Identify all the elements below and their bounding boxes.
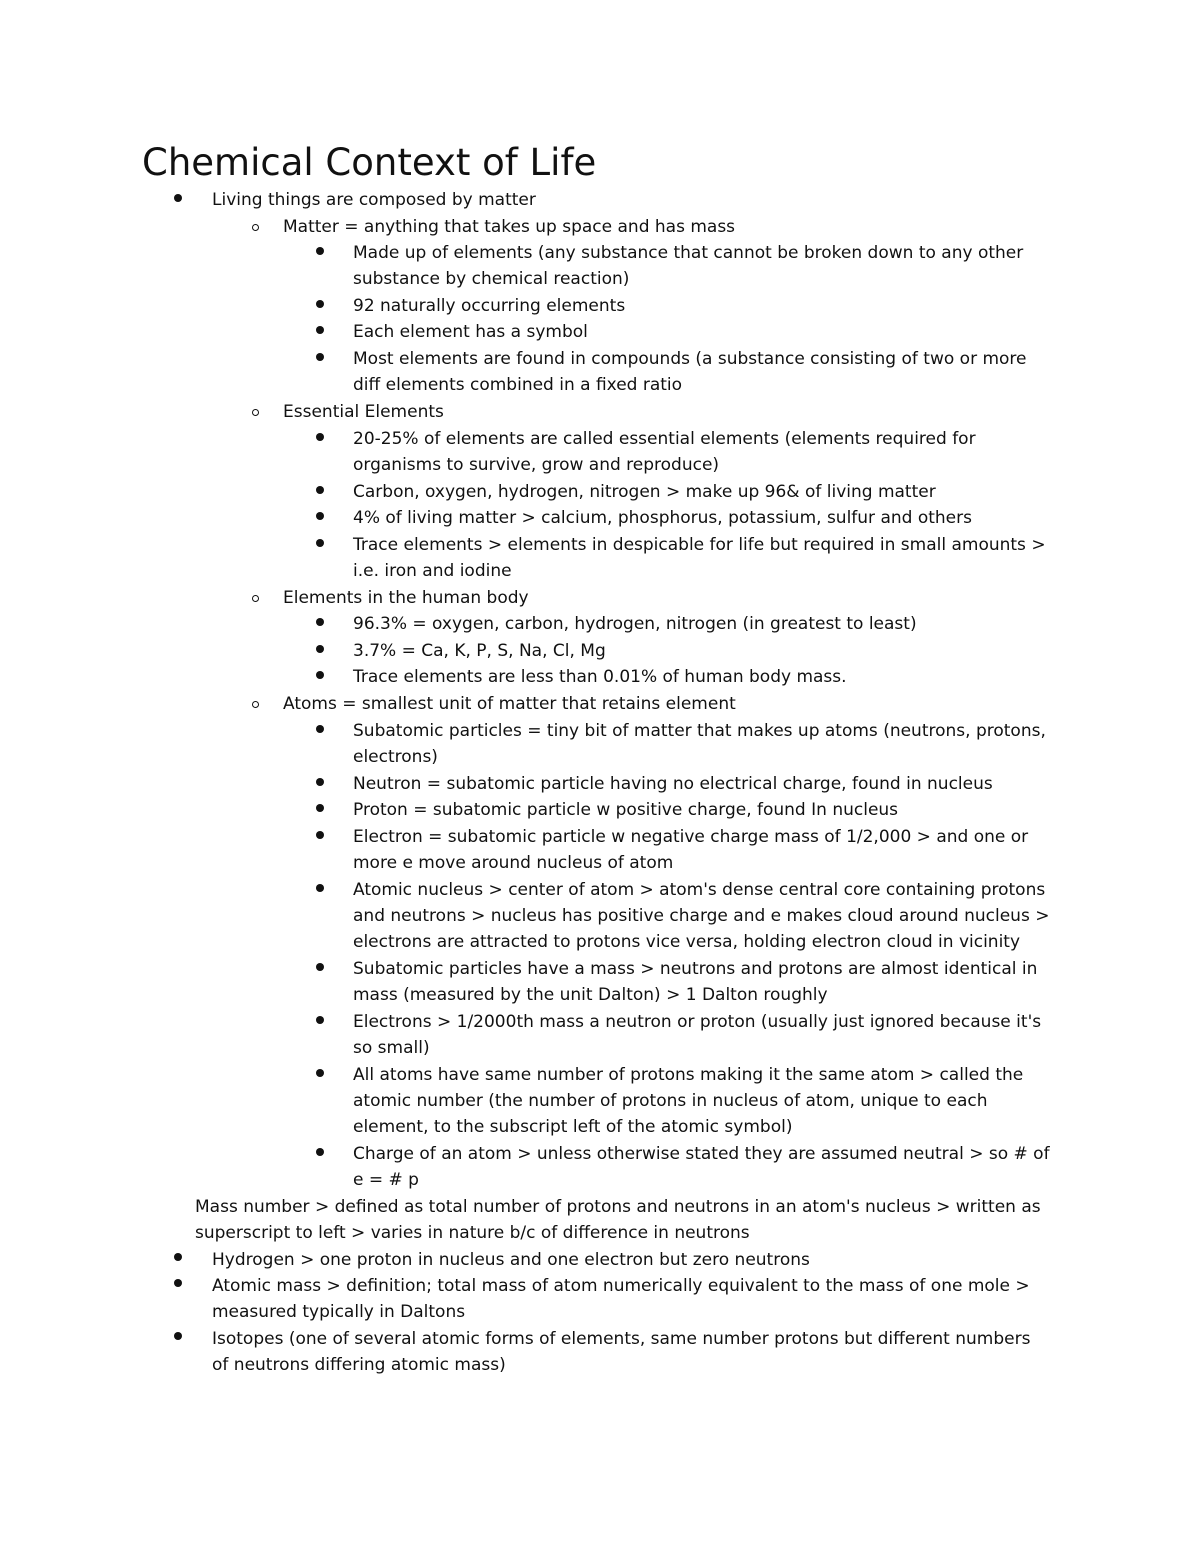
list-item: All atoms have same number of protons making it the same atom > called the [353, 1065, 1024, 1085]
bullet-icon [316, 1069, 324, 1077]
list-item-continuation: atomic number (the number of protons in nucleus of atom, unique to each [353, 1091, 988, 1111]
list-item: 3.7% = Ca, K, P, S, Na, Cl, Mg [353, 641, 606, 661]
list-item-continuation: so small) [353, 1038, 430, 1058]
page-title: Chemical Context of Life [142, 141, 597, 184]
list-item-continuation: element, to the subscript left of the atomic symbol) [353, 1117, 793, 1137]
bullet-icon [174, 1332, 182, 1340]
bullet-icon [174, 194, 182, 202]
bullet-icon [316, 512, 324, 520]
bullet-icon [316, 618, 324, 626]
paragraph-line: Mass number > defined as total number of protons and neutrons in an atom's nucleus > written as [195, 1197, 1041, 1217]
list-item: Each element has a symbol [353, 322, 588, 342]
list-item-continuation: mass (measured by the unit Dalton) > 1 Dalton roughly [353, 985, 828, 1005]
bullet-icon [316, 300, 324, 308]
list-item: 92 naturally occurring elements [353, 296, 626, 316]
list-item: Atomic nucleus > center of atom > atom's dense central core containing protons [353, 880, 1046, 900]
list-item: Neutron = subatomic particle having no electrical charge, found in nucleus [353, 774, 993, 794]
list-item: Made up of elements (any substance that cannot be broken down to any other [353, 243, 1024, 263]
bullet-icon [316, 963, 324, 971]
bullet-icon [316, 1016, 324, 1024]
list-item-continuation: electrons are attracted to protons vice versa, holding electron cloud in vicinity [353, 932, 1021, 952]
list-item-continuation: and neutrons > nucleus has positive charge and e makes cloud around nucleus > [353, 906, 1050, 926]
list-item-continuation: more e move around nucleus of atom [353, 853, 674, 873]
list-item: Trace elements > elements in despicable for life but required in small amounts > [353, 535, 1046, 555]
list-item: Matter = anything that takes up space and has mass [283, 217, 736, 237]
list-item-continuation: organisms to survive, grow and reproduce) [353, 455, 720, 475]
bullet-icon [316, 884, 324, 892]
list-item: 20-25% of elements are called essential elements (elements required for [353, 429, 976, 449]
bullet-icon [174, 1253, 182, 1261]
list-item: Atomic mass > definition; total mass of atom numerically equivalent to the mass of one mole > [212, 1276, 1030, 1296]
list-item: Proton = subatomic particle w positive charge, found In nucleus [353, 800, 899, 820]
list-item: 4% of living matter > calcium, phosphorus, potassium, sulfur and others [353, 508, 972, 528]
bullet-icon [316, 433, 324, 441]
bullet-icon [316, 539, 324, 547]
circle-bullet-icon [252, 595, 259, 602]
bullet-icon [316, 778, 324, 786]
list-item: Essential Elements [283, 402, 444, 422]
bullet-icon [316, 486, 324, 494]
circle-bullet-icon [252, 701, 259, 708]
list-item-continuation: substance by chemical reaction) [353, 269, 630, 289]
list-item: Most elements are found in compounds (a substance consisting of two or more [353, 349, 1027, 369]
list-item: Living things are composed by matter [212, 190, 536, 210]
bullet-icon [316, 645, 324, 653]
list-item: Subatomic particles have a mass > neutrons and protons are almost identical in [353, 959, 1038, 979]
list-item: Trace elements are less than 0.01% of human body mass. [353, 667, 847, 687]
bullet-icon [316, 1148, 324, 1156]
list-item-continuation: i.e. iron and iodine [353, 561, 512, 581]
list-item: Electron = subatomic particle w negative charge mass of 1/2,000 > and one or [353, 827, 1029, 847]
list-item: Subatomic particles = tiny bit of matter that makes up atoms (neutrons, protons, [353, 721, 1046, 741]
list-item: Electrons > 1/2000th mass a neutron or proton (usually just ignored because it's [353, 1012, 1042, 1032]
circle-bullet-icon [252, 409, 259, 416]
circle-bullet-icon [252, 224, 259, 231]
bullet-icon [316, 353, 324, 361]
list-item: Hydrogen > one proton in nucleus and one electron but zero neutrons [212, 1250, 810, 1270]
list-item-continuation: measured typically in Daltons [212, 1302, 466, 1322]
bullet-icon [316, 831, 324, 839]
list-item: 96.3% = oxygen, carbon, hydrogen, nitrogen (in greatest to least) [353, 614, 917, 634]
list-item: Carbon, oxygen, hydrogen, nitrogen > make up 96& of living matter [353, 482, 936, 502]
list-item: Isotopes (one of several atomic forms of elements, same number protons but different numbers [212, 1329, 1031, 1349]
list-item-continuation: electrons) [353, 747, 438, 767]
list-item: Atoms = smallest unit of matter that retains element [283, 694, 736, 714]
bullet-icon [316, 247, 324, 255]
bullet-icon [316, 326, 324, 334]
bullet-icon [174, 1279, 182, 1287]
list-item-continuation: of neutrons differing atomic mass) [212, 1355, 506, 1375]
bullet-icon [316, 725, 324, 733]
bullet-icon [316, 671, 324, 679]
list-item-continuation: diff elements combined in a fixed ratio [353, 375, 683, 395]
bullet-icon [316, 804, 324, 812]
paragraph-line: superscript to left > varies in nature b/c of difference in neutrons [195, 1223, 750, 1243]
list-item-continuation: e = # p [353, 1170, 419, 1190]
list-item: Elements in the human body [283, 588, 529, 608]
list-item: Charge of an atom > unless otherwise stated they are assumed neutral > so # of [353, 1144, 1050, 1164]
